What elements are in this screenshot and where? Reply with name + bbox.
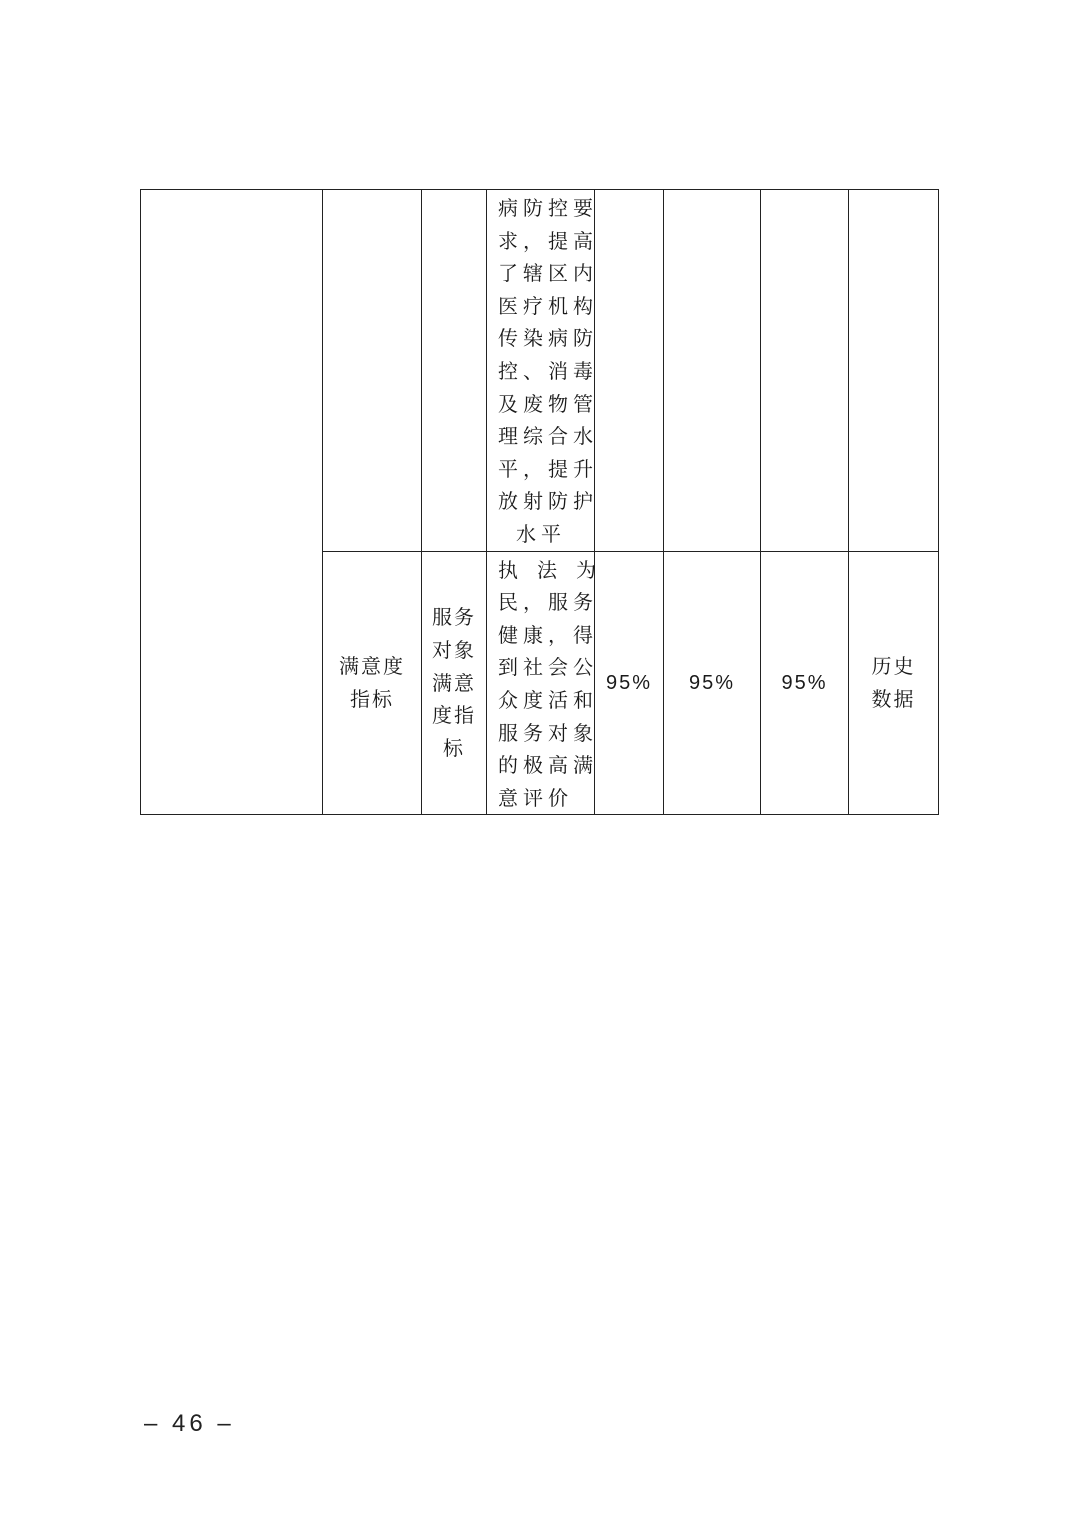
level3-indicator-line: 服务: [432, 605, 476, 630]
level2-indicator-line: 满意度: [339, 654, 405, 679]
value-cell: [595, 190, 664, 552]
basis-line: 数据: [871, 686, 916, 711]
level2-indicator-cell: [323, 190, 422, 552]
description-line: 的极高满: [498, 753, 598, 778]
value-cell: 95%: [761, 551, 849, 815]
description-line: 理综合水: [498, 424, 598, 449]
description-line: 及废物管: [498, 391, 598, 416]
description-line: 众度活和: [498, 687, 598, 712]
description-line: 意评价: [498, 785, 573, 810]
level2-indicator-line: 指标: [350, 686, 394, 711]
performance-indicator-table: [140, 189, 939, 815]
description-line: 水平: [516, 521, 566, 546]
description-line: 民，服务: [498, 590, 598, 615]
basis-line: 历史: [871, 654, 916, 679]
level3-indicator-line: 满意: [432, 670, 476, 695]
description-line: 到社会公: [498, 655, 598, 680]
level2-indicator-cell: [323, 551, 422, 815]
indicator-description-cell: [487, 190, 598, 552]
value-cell: 95%: [664, 551, 761, 815]
description-line: 平，提升: [498, 456, 598, 481]
indicator-description-cell: [487, 551, 615, 815]
table-row: [141, 190, 939, 552]
description-line: 控、消毒: [498, 358, 598, 383]
basis-cell: [849, 551, 939, 815]
description-line: 传染病防: [498, 326, 598, 351]
value-cell: 95%: [595, 551, 664, 815]
level1-indicator-cell: [141, 190, 323, 815]
description-line: 执法为: [498, 557, 615, 582]
description-line: 医疗机构: [498, 293, 598, 318]
description-line: 放射防护: [498, 489, 598, 514]
description-line: 了辖区内: [498, 261, 598, 286]
level3-indicator-line: 度指: [432, 703, 476, 728]
description-line: 服务对象: [498, 720, 598, 745]
description-line: 病防控要: [498, 196, 598, 220]
basis-cell: [849, 190, 939, 552]
level3-indicator-cell: [422, 190, 487, 552]
page-number: – 46 –: [144, 1410, 235, 1437]
description-line: 求，提高: [498, 228, 598, 253]
level3-indicator-cell: [422, 551, 487, 815]
value-cell: [664, 190, 761, 552]
level3-indicator-line: 标: [443, 735, 465, 760]
level3-indicator-line: 对象: [432, 638, 476, 663]
description-line: 健康，得: [498, 622, 598, 647]
value-cell: [761, 190, 849, 552]
